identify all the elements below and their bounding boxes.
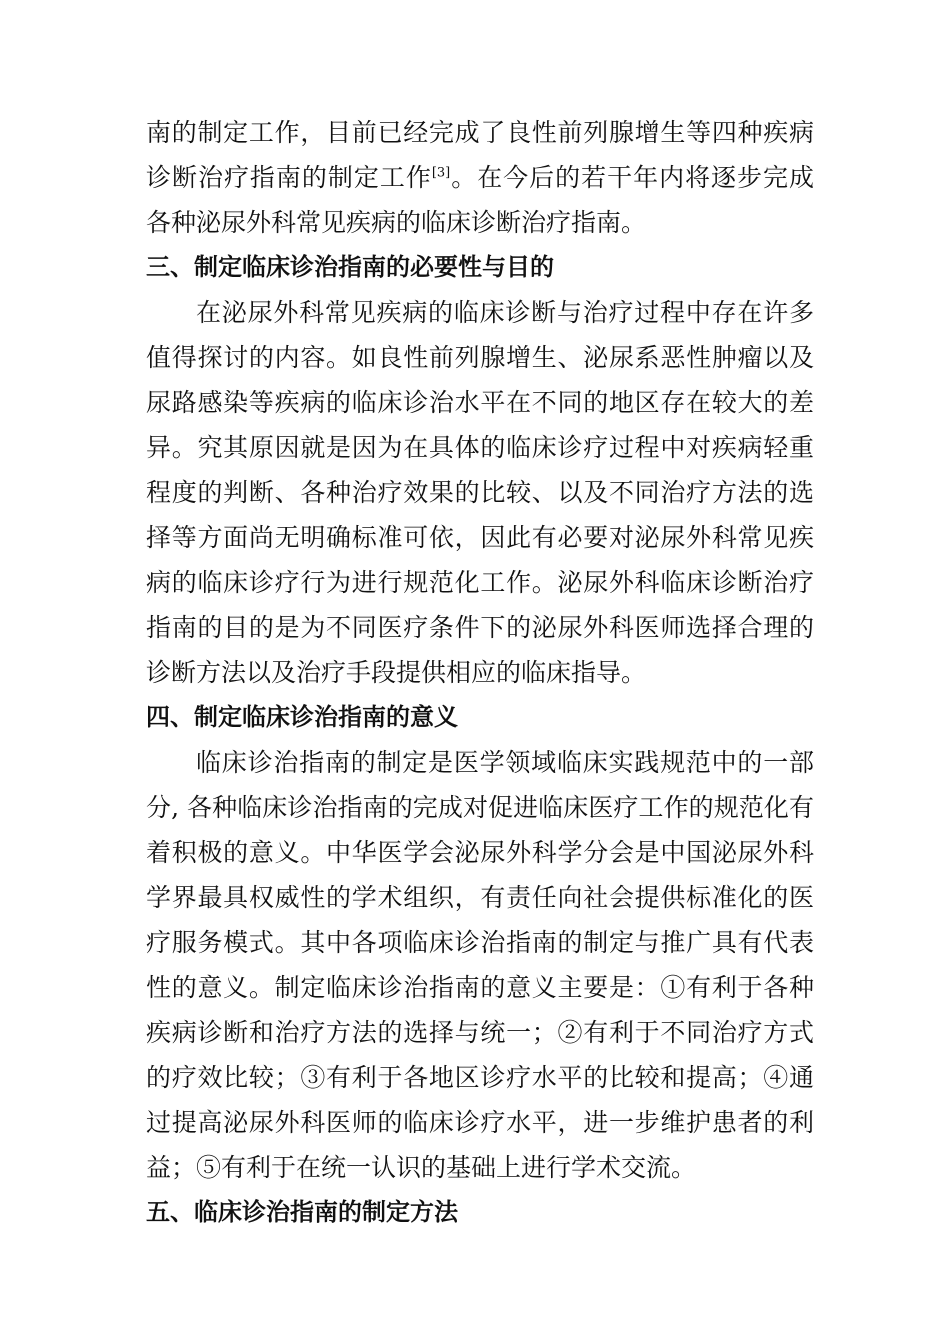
section-heading-4: 四、制定临床诊治指南的意义 xyxy=(146,703,458,731)
section-4-paragraph: 临床诊治指南的制定是医学领域临床实践规范中的一部分, 各种临床诊治指南的完成对促进临床医疗工作的规范化有着积极的意义。中华医学会泌尿外科学分会是中国泌尿外科学界最具权威性的学术组织，有责任向社会提供标准化的医疗服务模式。其中各项临床诊治指南的制定与推广具有代表性的意义。制定临床诊治指南的意义主要是：①有利于各种疾病诊断和治疗方法的选择与统一；②有利于不同治疗方式的疗效比较；③有利于各地区诊疗水平的比较和提高；④通过提高泌尿外科医师的临床诊疗水平，进一步维护患者的利益；⑤有利于在统一认识的基础上进行学术交流。 xyxy=(146,748,814,1182)
intro-text-part-2: 。在今后的若干年内将逐步完成各种泌尿外科常见疾病的临床诊断治疗指南。 xyxy=(146,163,814,237)
document-body xyxy=(146,110,814,1235)
intro-paragraph-continuation xyxy=(146,110,814,245)
section-heading-3: 三、制定临床诊治指南的必要性与目的 xyxy=(146,253,554,281)
citation-reference: [3] xyxy=(431,165,451,181)
section-3-paragraph: 在泌尿外科常见疾病的临床诊断与治疗过程中存在许多值得探讨的内容。如良性前列腺增生、泌尿系恶性肿瘤以及尿路感染等疾病的临床诊治水平在不同的地区存在较大的差异。究其原因就是因为在具体的临床诊疗过程中对疾病轻重程度的判断、各种治疗效果的比较、以及不同治疗方法的选择等方面尚无明确标准可依，因此有必要对泌尿外科常见疾病的临床诊疗行为进行规范化工作。泌尿外科临床诊断治疗指南的目的是为不同医疗条件下的泌尿外科医师选择合理的诊断方法以及治疗手段提供相应的临床指导。 xyxy=(146,298,814,687)
section-heading-5: 五、临床诊治指南的制定方法 xyxy=(146,1198,458,1226)
intro-text-part-1: 南的制定工作，目前已经完成了良性前列腺增生等四种疾病诊断治疗指南的制定工作 xyxy=(146,118,814,192)
